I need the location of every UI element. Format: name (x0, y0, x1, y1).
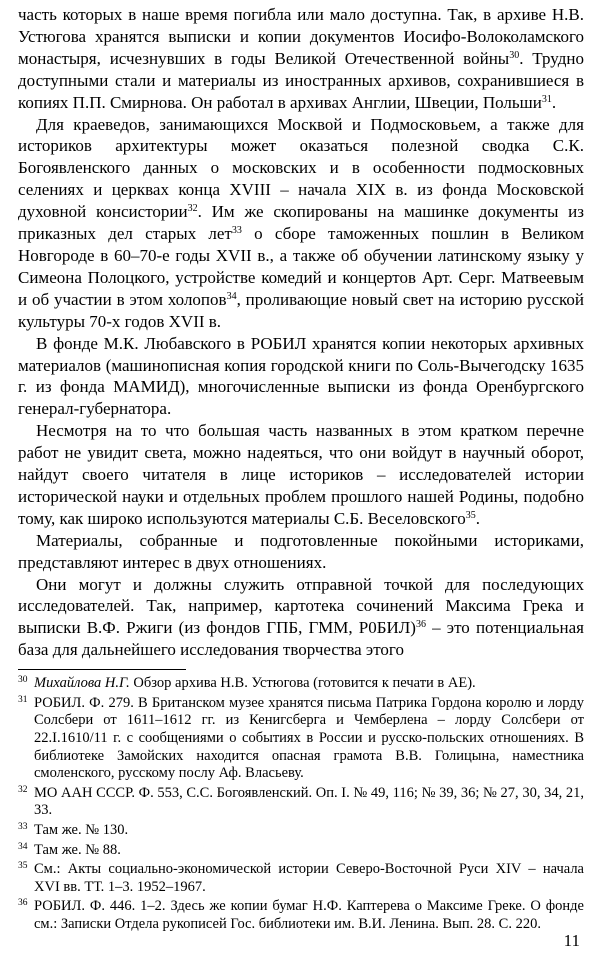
footnote-number: 36 (18, 898, 28, 909)
footnote-ref-35: 35 (465, 509, 476, 521)
text-run: , проливающие новый свет на историю русской культуры 70-х годов XVII в. (18, 289, 584, 331)
footnote-text: РОБИЛ. Ф. 446. 1–2. Здесь же копии бумаг Н.Ф. Каптерева о Максиме Греке. О фонде см.: Записки Отдела рукописей Гос. библиотеки им. В.И. Ленина. Вып. 28. С. 220. (34, 898, 584, 932)
footnote-36 (18, 898, 584, 933)
footnote-ref-36: 36 (415, 619, 426, 631)
footnote-ref-30: 30 (509, 49, 520, 61)
paragraph-5: Материалы, собранные и подготовленные покойными историками, представляют интерес в двух отношениях. (18, 530, 584, 572)
footnote-number: 35 (18, 861, 28, 872)
footnote-text: См.: Акты социально-экономической истории Северо-Восточной Руси XIV – начала XVI вв. ТТ. 1–3. 1952–1967. (34, 861, 584, 895)
footnote-ref-32: 32 (187, 203, 198, 215)
text-run: часть которых в наше время погибла или мало доступна. Так, в архиве Н.В. Устюгова хранятся выписки и копии документов Иосифо-Волоколамского монастыря, исчезнувших в годы Великой Отечественной войны (18, 5, 584, 68)
footnotes (18, 675, 584, 933)
footnote-number: 34 (18, 841, 28, 852)
paragraph-1 (18, 4, 584, 114)
main-text (18, 4, 584, 661)
paragraph-2 (18, 114, 584, 333)
footnote-35 (18, 861, 584, 896)
text-run: Они могут и должны служить отправной точкой для последующих исследователей. Так, например, картотека сочинений Максима Грека и выписки В.Ф. Ржиги (из фондов ГПБ, ГММ, Р0БИЛ) (18, 574, 584, 638)
paragraph-4 (18, 420, 584, 530)
text-run: . Им же скопированы на машинке документы из приказных дел старых лет (18, 202, 584, 244)
footnote-number: 30 (18, 675, 28, 686)
text-run: . (475, 508, 480, 528)
footnote-ref-34: 34 (226, 290, 237, 302)
footnote-text: Там же. № 88. (34, 841, 121, 858)
text-run: Несмотря на то что большая часть названных в этом кратком перечне работ не увидит света, можно надеяться, что они войдут в научный оборот, найдут своего читателя в лице историков – исследователей истории исторической науки и отдельных проблем прошлого нашей Родины, подобно тому, как широко используются материалы С.Б. Веселовского (18, 421, 584, 528)
page-number: 11 (563, 931, 580, 950)
footnote-ref-31: 31 (541, 93, 552, 105)
text-run: . Трудно доступными стали и материалы из иностранных архивов, сохранившиеся в копиях П.П. Смирнова. Он работал в архивах Англии, Швеции, Польши (18, 48, 584, 112)
footnote-text: Обзор архива Н.В. Устюгова (готовится к печати в АЕ). (129, 675, 476, 692)
footnote-author: Михайлова Н.Г. (34, 675, 130, 692)
text-run: о сборе таможенных пошлин в Великом Новгороде в 60–70-е годы XVII в., а также об обучении латинскому языку у Симеона Полоцкого, устройстве комедий и концертов Арт. Серг. Матвеевым и об участии в этом холопов (18, 224, 585, 309)
footnote-text: МО ААН СССР. Ф. 553, С.С. Богоявленский. Оп. I. № 49, 116; № 39, 36; № 27, 30, 34, 21, 33. (34, 784, 584, 819)
footnote-31 (18, 695, 584, 783)
text-run: Для краеведов, занимающихся Москвой и Подмосковьем, а также для историков архитектуры может оказаться полезной сводка С.К. Богоявленского данных о московских и в особенности подмосковных селениях и церквах конца XVIII – начала XIX в. из фонда Московской духовной консистории (18, 114, 584, 222)
footnote-number: 31 (18, 694, 28, 705)
paragraph-6 (18, 574, 584, 662)
footnote-text: Там же. № 130. (34, 821, 129, 838)
text-run: – это потенциальная база для дальнейшего исследования творчества этого (18, 618, 584, 660)
book-page (18, 4, 584, 936)
text-run: . (551, 92, 557, 112)
footnote-32 (18, 785, 584, 820)
footnote-number: 32 (18, 784, 28, 795)
footnote-number: 33 (18, 821, 28, 832)
footnote-34 (18, 842, 584, 860)
paragraph-3: В фонде М.К. Любавского в РОБИЛ хранятся копии некоторых архивных материалов (машинописная копия городской книги по Соль-Вычегодску 1635 г. из фонда МАМИД), многочисленные выписки из фонда Оренбургского генерал-губернатора. (18, 333, 584, 419)
footnote-separator (18, 669, 186, 670)
footnote-33 (18, 822, 584, 840)
footnote-ref-33: 33 (231, 225, 242, 237)
footnote-30 (18, 675, 584, 693)
footnote-text: РОБИЛ. Ф. 279. В Британском музее хранятся письма Патрика Гордона королю и лорду Солсбери от 1611–1612 гг. из Кенигсберга и Чемберлена – лорду Солсбери от 22.I.1610/11 г. с сообщениями о событиях в России и русско-польских отношениях. В библиотеке Замойских находится опасная грамота В.В. Голицына, наместника смоленского, русскому послу Аф. Власьеву. (34, 694, 584, 782)
